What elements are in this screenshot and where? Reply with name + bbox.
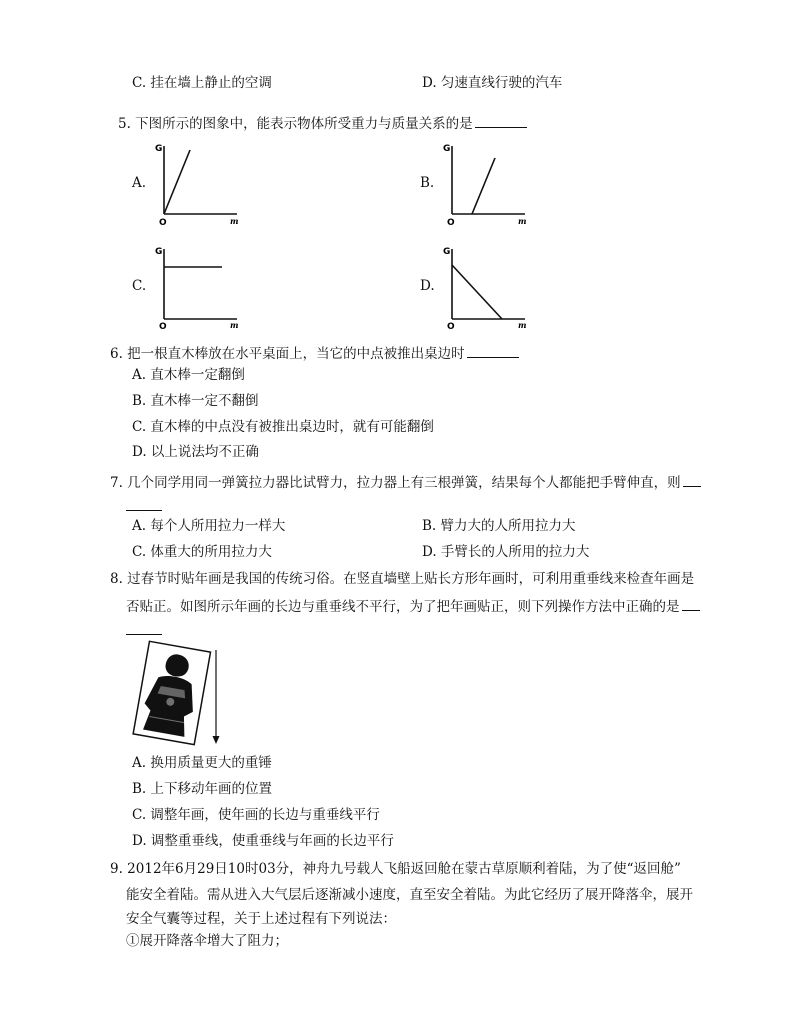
q5-graph-b (440, 140, 535, 228)
q9-line2: 能安全着陆。需从进入大气层后逐渐减小速度，直至安全着陆。为此它经历了展开降落伞，展开 (126, 887, 693, 903)
q8-option-b: B. 上下移动年画的位置 (132, 781, 273, 797)
q5-graph-d (440, 243, 535, 331)
q8-stem-line2-text: 否贴正。如图所示年画的长边与重垂线不平行，为了把年画贴正，则下列操作方法中正确的是 (126, 599, 680, 615)
origin-label: O (447, 218, 455, 228)
q5-stem (118, 113, 527, 133)
x-axis-label: m (230, 320, 239, 330)
tilted-new-year-picture-figure (128, 636, 228, 748)
q5-graph-a (152, 140, 247, 228)
q8-option-a: A. 换用质量更大的重锤 (132, 755, 272, 771)
q8-stem-line2 (126, 596, 700, 616)
q9-line1: 9. 2012年6月29日10时03分，神舟九号载人飞船返回舱在蒙古草原顺利着陆，为了使“返回舱” (110, 861, 681, 877)
answer-blank-continued (126, 496, 162, 511)
q5-graph-b-label: B. (420, 175, 435, 191)
y-axis-label: G (155, 247, 163, 257)
origin-label: O (447, 322, 455, 331)
q7-stem-text: 7. 几个同学用同一弹簧拉力器比试臂力，拉力器上有三根弹簧，结果每个人都能把手臂伸直，则 (110, 475, 681, 491)
x-axis-label: m (518, 216, 527, 226)
q9-item1: ①展开降落伞增大了阻力； (126, 933, 288, 949)
q7-option-c: C. 体重大的所用拉力大 (132, 544, 272, 560)
q8-stem-line1: 8. 过春节时贴年画是我国的传统习俗。在竖直墙壁上贴长方形年画时，可利用重垂线来检查年画是 (110, 571, 695, 587)
y-axis-label: G (443, 144, 451, 154)
q6-option-d: D. 以上说法均不正确 (132, 444, 259, 460)
q8-option-d: D. 调整重垂线，使重垂线与年画的长边平行 (132, 833, 394, 849)
q7-option-b: B. 臂力大的人所用拉力大 (422, 518, 576, 534)
q6-option-c: C. 直木棒的中点没有被推出桌边时，就有可能翻倒 (132, 419, 434, 435)
q4-option-c: C. 挂在墙上静止的空调 (132, 75, 272, 91)
q7-option-d: D. 手臂长的人所用的拉力大 (422, 544, 590, 560)
q5-graph-c-label: C. (132, 278, 147, 294)
answer-blank (475, 113, 527, 128)
q5-stem-text: 5. 下图所示的图象中，能表示物体所受重力与质量关系的是 (118, 116, 473, 132)
q5-graph-a-label: A. (132, 175, 147, 191)
x-axis-label: m (230, 216, 239, 226)
q4-option-d: D. 匀速直线行驶的汽车 (422, 75, 563, 91)
q9-line3: 安全气囊等过程，关于上述过程有下列说法： (126, 911, 396, 927)
answer-blank (467, 343, 519, 358)
q5-graph-c (152, 243, 247, 331)
q7-option-a: A. 每个人所用拉力一样大 (132, 518, 286, 534)
q7-stem (110, 472, 701, 492)
answer-blank (682, 596, 700, 611)
y-axis-label: G (155, 144, 163, 154)
origin-label: O (159, 218, 167, 228)
y-axis-label: G (443, 247, 451, 257)
q6-option-b: B. 直木棒一定不翻倒 (132, 393, 259, 409)
x-axis-label: m (518, 320, 527, 330)
q6-stem (110, 343, 519, 363)
answer-blank-continued (126, 620, 162, 635)
origin-label: O (159, 322, 167, 331)
q6-option-a: A. 直木棒一定翻倒 (132, 367, 245, 383)
q8-option-c: C. 调整年画，使年画的长边与重垂线平行 (132, 807, 380, 823)
answer-blank (683, 472, 701, 487)
q5-graph-d-label: D. (420, 278, 435, 294)
q6-stem-text: 6. 把一根直木棒放在水平桌面上，当它的中点被推出桌边时 (110, 346, 465, 362)
